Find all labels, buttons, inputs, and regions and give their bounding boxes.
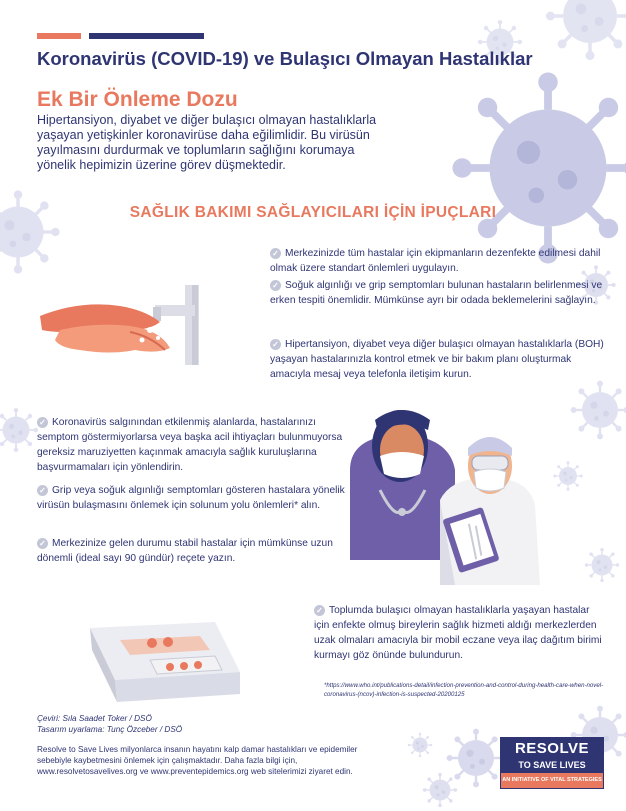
check-icon: ✓ [270, 248, 281, 259]
health-workers-illustration [350, 410, 540, 585]
tip-item [37, 536, 347, 566]
tip-item [270, 246, 610, 276]
page-title: Koronavirüs (COVID-19) ve Bulaşıcı Olmayan Hastalıklar [37, 48, 533, 69]
check-icon: ✓ [37, 417, 48, 428]
tip-text: Grip veya soğuk algınlığı semptomları gösteren hastalara yönelik virüsün bulaşmasını önlemek için solunum yolu önlemleri* alın. [37, 485, 345, 511]
logo-line-2: TO SAVE LIVES [518, 760, 586, 770]
tip-text: Koronavirüs salgınından etkilenmiş alanlarda, hastalarınızı semptom göstermiyorlarsa veya başka acil ihtiyaçları bulunmuyorsa gereksiz maruziyetten kaçınmak amacıyla sağlık kuruluşlarına başvurmamaları için yönlendirin. [37, 417, 343, 473]
tip-text: Merkezinizde tüm hastalar için ekipmanların dezenfekte edilmesi dahil olmak üzere standart önlemleri uygulayın. [270, 248, 601, 274]
logo-line-1: RESOLVE [514, 740, 590, 757]
check-icon: ✓ [270, 339, 281, 350]
logo-tagline: AN INITIATIVE OF VITAL STRATEGIES [501, 773, 603, 788]
virus-icon [546, 0, 626, 60]
credit-translation: Çeviri: Sıla Saadet Toker / DSÖ [37, 714, 152, 723]
section-title: SAĞLIK BAKIMI SAĞLAYICILARI İÇİN İPUÇLARI [129, 204, 497, 221]
page-subtitle: Ek Bir Önleme Dozu [37, 88, 238, 111]
check-icon: ✓ [314, 605, 325, 616]
tip-item [37, 415, 347, 475]
tip-item [270, 278, 610, 308]
tip-text: Merkezinize gelen durumu stabil hastalar için mümkünse uzun dönemli (ideal sayı 90 gündür) reçete yazın. [37, 538, 333, 564]
tip-item [270, 337, 610, 382]
check-icon: ✓ [37, 485, 48, 496]
virus-icon [585, 548, 619, 582]
virus-icon [0, 408, 38, 452]
tip-item [314, 603, 604, 663]
handwashing-illustration [40, 285, 199, 365]
tip-text: Toplumda bulaşıcı olmayan hastalıklarla yaşayan hastalar için enfekte olmuş bireylerin sağlık hizmeti aldığı merkezlerden uzak olmaları amacıyla bir mobil eczane veya ilaç dağıtım birimi kurmayı göz önünde bulundurun. [314, 605, 602, 661]
virus-icon [571, 381, 626, 440]
accent-bar-navy [89, 33, 204, 39]
check-icon: ✓ [37, 538, 48, 549]
credit-about: Resolve to Save Lives milyonlarca insanın hayatını kalp damar hastalıkları ve epidemiler sebebiyle kaybetmesini önlemek için çalışmaktadır. Daha fazla bilgi için, www.resolvetosavelives.org ve www.preventepidemics.org web sitelerimizi ziyaret edin. [37, 745, 358, 776]
virus-icon [423, 773, 457, 807]
tip-item [37, 483, 347, 513]
virus-icon [452, 72, 626, 263]
virus-icon [553, 461, 582, 490]
credit-design: Tasarım uyarlama: Tunç Özceber / DSÖ [37, 725, 183, 734]
virus-icon [0, 190, 60, 273]
medicine-box-illustration [90, 622, 240, 702]
resolve-logo [500, 737, 604, 789]
virus-icon [408, 733, 433, 758]
accent-bar-orange [37, 33, 81, 39]
intro-paragraph: Hipertansiyon, diyabet ve diğer bulaşıcı olmayan hastalıklarla yaşayan yetişkinler koronavirüse daha eğilimlidir. Bu virüsün yayılmasını durdurmak ve toplumların sağlığını korumaya yönelik hepimizin üzerine görev düşmektedir. [37, 113, 377, 172]
tip-text: Hipertansiyon, diyabet veya diğer bulaşıcı olmayan hastalıklarla (BOH) yaşayan hastalarınızla kontrol etmek ve bir bakım planı oluşturmak amacıyla mesaj veya telefonla iletişim kurun. [270, 339, 604, 380]
check-icon: ✓ [270, 280, 281, 291]
tip-text: Soğuk algınlığı ve grip semptomları bulunan hastaların belirlenmesi ve erken tespiti önemlidir. Mümkünse ayrı bir odada beklemelerini sağlayın. [270, 280, 603, 306]
footnote-link: *https://www.who.int/publications-detail/infection-prevention-and-control-during-health-care-when-novel-coronavirus-(ncov)-infection-is-suspected-20200125 [324, 682, 604, 698]
virus-icon [447, 729, 506, 788]
